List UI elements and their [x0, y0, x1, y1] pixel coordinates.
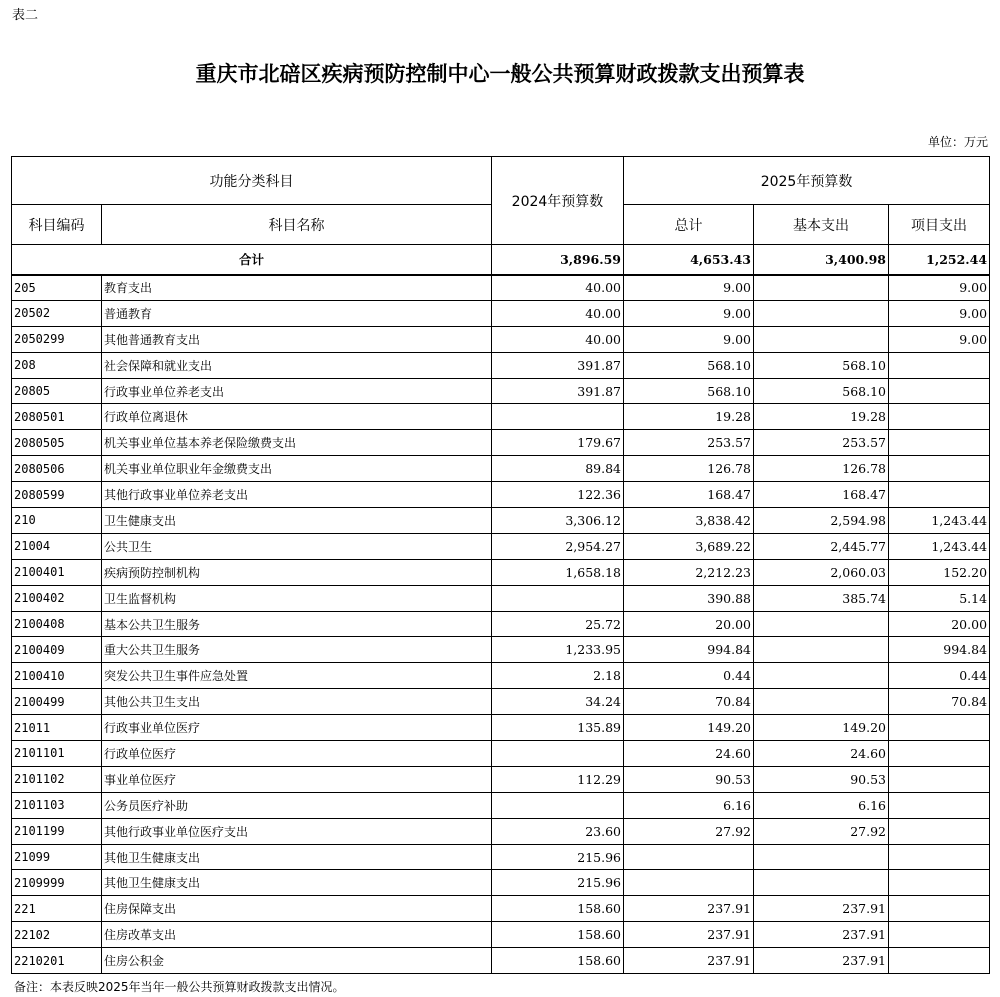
row-budget-2024: 1,658.18: [492, 559, 624, 585]
header-row-top: [12, 157, 990, 205]
table-row: [12, 456, 990, 482]
row-budget-2024: 215.96: [492, 844, 624, 870]
row-budget-2024: [492, 404, 624, 430]
row-code: 2050299: [12, 326, 102, 352]
row-budget-2024: 122.36: [492, 482, 624, 508]
row-total: 6.16: [624, 792, 754, 818]
row-basic: 385.74: [754, 585, 889, 611]
row-total: 253.57: [624, 430, 754, 456]
header-basic: 基本支出: [754, 205, 889, 245]
row-total: 9.00: [624, 300, 754, 326]
row-project: [889, 404, 990, 430]
row-project: [889, 430, 990, 456]
row-code: 205: [12, 275, 102, 301]
header-category-group: 功能分类科目: [12, 157, 492, 205]
table-row: [12, 611, 990, 637]
row-basic: [754, 326, 889, 352]
row-code: 210: [12, 508, 102, 534]
table-row: [12, 585, 990, 611]
header-budget-2025-group: 2025年预算数: [624, 157, 990, 205]
row-name: 机关事业单位职业年金缴费支出: [102, 456, 492, 482]
table-row: [12, 559, 990, 585]
row-total: 390.88: [624, 585, 754, 611]
row-budget-2024: 112.29: [492, 766, 624, 792]
row-name: 行政事业单位医疗: [102, 715, 492, 741]
row-name: 卫生健康支出: [102, 508, 492, 534]
row-basic: 126.78: [754, 456, 889, 482]
row-budget-2024: 40.00: [492, 326, 624, 352]
row-budget-2024: [492, 792, 624, 818]
row-code: 2100402: [12, 585, 102, 611]
table-row: [12, 870, 990, 896]
row-project: [889, 482, 990, 508]
row-project: [889, 352, 990, 378]
row-name: 行政单位离退休: [102, 404, 492, 430]
row-name: 其他普通教育支出: [102, 326, 492, 352]
row-code: 2101102: [12, 766, 102, 792]
row-project: [889, 792, 990, 818]
row-project: [889, 948, 990, 974]
row-basic: 2,445.77: [754, 533, 889, 559]
table-row: [12, 766, 990, 792]
total-label: 合计: [12, 245, 492, 275]
row-code: 2100401: [12, 559, 102, 585]
row-budget-2024: 1,233.95: [492, 637, 624, 663]
row-total: 568.10: [624, 378, 754, 404]
row-total: 20.00: [624, 611, 754, 637]
table-row: [12, 404, 990, 430]
total-basic: 3,400.98: [754, 245, 889, 275]
row-code: 2080506: [12, 456, 102, 482]
row-code: 2101103: [12, 792, 102, 818]
row-name: 机关事业单位基本养老保险缴费支出: [102, 430, 492, 456]
total-project: 1,252.44: [889, 245, 990, 275]
table-row: [12, 948, 990, 974]
table-row: [12, 741, 990, 767]
row-name: 突发公共卫生事件应急处置: [102, 663, 492, 689]
row-name: 基本公共卫生服务: [102, 611, 492, 637]
row-total: 3,689.22: [624, 533, 754, 559]
row-basic: [754, 611, 889, 637]
table-row: [12, 326, 990, 352]
row-basic: 237.91: [754, 922, 889, 948]
row-project: [889, 378, 990, 404]
row-basic: 2,594.98: [754, 508, 889, 534]
table-row: [12, 533, 990, 559]
row-total: 19.28: [624, 404, 754, 430]
row-budget-2024: 2.18: [492, 663, 624, 689]
row-name: 卫生监督机构: [102, 585, 492, 611]
row-code: 221: [12, 896, 102, 922]
row-project: 0.44: [889, 663, 990, 689]
page-title: 重庆市北碚区疾病预防控制中心一般公共预算财政拨款支出预算表: [195, 62, 805, 86]
row-basic: [754, 275, 889, 301]
row-budget-2024: 40.00: [492, 275, 624, 301]
row-project: 9.00: [889, 326, 990, 352]
table-row: [12, 300, 990, 326]
table-row: [12, 275, 990, 301]
row-project: 994.84: [889, 637, 990, 663]
total-budget-2024: 3,896.59: [492, 245, 624, 275]
row-total: 9.00: [624, 326, 754, 352]
row-basic: 19.28: [754, 404, 889, 430]
table-row: [12, 378, 990, 404]
row-name: 行政单位医疗: [102, 741, 492, 767]
row-basic: 568.10: [754, 352, 889, 378]
row-budget-2024: [492, 741, 624, 767]
header-total: 总计: [624, 205, 754, 245]
table-row: [12, 818, 990, 844]
row-code: 22102: [12, 922, 102, 948]
row-project: [889, 844, 990, 870]
row-basic: 568.10: [754, 378, 889, 404]
row-name: 其他卫生健康支出: [102, 844, 492, 870]
row-total: 237.91: [624, 896, 754, 922]
header-project: 项目支出: [889, 205, 990, 245]
unit-label: 单位：万元: [927, 135, 988, 149]
row-project: 9.00: [889, 300, 990, 326]
row-basic: [754, 300, 889, 326]
row-total: 168.47: [624, 482, 754, 508]
row-code: 2109999: [12, 870, 102, 896]
row-budget-2024: 23.60: [492, 818, 624, 844]
row-basic: [754, 637, 889, 663]
total-total: 4,653.43: [624, 245, 754, 275]
row-project: 152.20: [889, 559, 990, 585]
row-total: 9.00: [624, 275, 754, 301]
row-code: 20502: [12, 300, 102, 326]
row-basic: 6.16: [754, 792, 889, 818]
row-basic: 149.20: [754, 715, 889, 741]
table-row: [12, 508, 990, 534]
row-name: 行政事业单位养老支出: [102, 378, 492, 404]
row-budget-2024: 89.84: [492, 456, 624, 482]
row-basic: 2,060.03: [754, 559, 889, 585]
row-name: 其他行政事业单位医疗支出: [102, 818, 492, 844]
row-code: 2100408: [12, 611, 102, 637]
total-row: [12, 245, 990, 275]
row-basic: 237.91: [754, 896, 889, 922]
row-basic: 90.53: [754, 766, 889, 792]
table-row: [12, 844, 990, 870]
table-row: [12, 352, 990, 378]
row-budget-2024: 158.60: [492, 948, 624, 974]
table-row: [12, 792, 990, 818]
row-total: 149.20: [624, 715, 754, 741]
row-budget-2024: 25.72: [492, 611, 624, 637]
row-code: 21004: [12, 533, 102, 559]
row-project: 20.00: [889, 611, 990, 637]
row-code: 2210201: [12, 948, 102, 974]
row-code: 2100409: [12, 637, 102, 663]
header-budget-2024: 2024年预算数: [492, 157, 624, 245]
row-project: [889, 766, 990, 792]
row-name: 住房改革支出: [102, 922, 492, 948]
row-code: 20805: [12, 378, 102, 404]
row-total: 994.84: [624, 637, 754, 663]
row-total: 3,838.42: [624, 508, 754, 534]
row-total: 27.92: [624, 818, 754, 844]
row-total: [624, 870, 754, 896]
row-basic: 27.92: [754, 818, 889, 844]
row-name: 其他卫生健康支出: [102, 870, 492, 896]
row-code: 2101101: [12, 741, 102, 767]
row-code: 2100499: [12, 689, 102, 715]
row-basic: 253.57: [754, 430, 889, 456]
budget-table: [11, 156, 990, 974]
table-row: [12, 430, 990, 456]
row-name: 公务员医疗补助: [102, 792, 492, 818]
row-budget-2024: [492, 585, 624, 611]
row-total: 70.84: [624, 689, 754, 715]
row-total: [624, 844, 754, 870]
row-budget-2024: 179.67: [492, 430, 624, 456]
row-budget-2024: 158.60: [492, 922, 624, 948]
row-total: 237.91: [624, 922, 754, 948]
row-name: 住房保障支出: [102, 896, 492, 922]
row-project: [889, 741, 990, 767]
table-row: [12, 922, 990, 948]
row-basic: [754, 689, 889, 715]
row-code: 208: [12, 352, 102, 378]
row-budget-2024: 135.89: [492, 715, 624, 741]
row-code: 2101199: [12, 818, 102, 844]
row-total: 2,212.23: [624, 559, 754, 585]
table-row: [12, 637, 990, 663]
row-project: 9.00: [889, 275, 990, 301]
row-budget-2024: 34.24: [492, 689, 624, 715]
row-code: 2080505: [12, 430, 102, 456]
table-row: [12, 715, 990, 741]
table-row: [12, 896, 990, 922]
row-basic: 24.60: [754, 741, 889, 767]
row-name: 重大公共卫生服务: [102, 637, 492, 663]
row-basic: [754, 663, 889, 689]
footnote: 备注：本表反映2025年当年一般公共预算财政拨款支出情况。: [14, 980, 345, 994]
row-name: 教育支出: [102, 275, 492, 301]
row-basic: [754, 844, 889, 870]
row-basic: [754, 870, 889, 896]
row-code: 2100410: [12, 663, 102, 689]
row-project: [889, 715, 990, 741]
row-total: 568.10: [624, 352, 754, 378]
row-basic: 237.91: [754, 948, 889, 974]
row-project: 1,243.44: [889, 508, 990, 534]
row-code: 2080599: [12, 482, 102, 508]
row-project: [889, 870, 990, 896]
table-row: [12, 482, 990, 508]
row-total: 0.44: [624, 663, 754, 689]
row-project: 5.14: [889, 585, 990, 611]
header-name: 科目名称: [102, 205, 492, 245]
row-budget-2024: 391.87: [492, 352, 624, 378]
row-budget-2024: 40.00: [492, 300, 624, 326]
row-name: 事业单位医疗: [102, 766, 492, 792]
row-name: 其他行政事业单位养老支出: [102, 482, 492, 508]
row-name: 公共卫生: [102, 533, 492, 559]
row-total: 90.53: [624, 766, 754, 792]
row-project: 1,243.44: [889, 533, 990, 559]
row-total: 24.60: [624, 741, 754, 767]
row-project: [889, 818, 990, 844]
row-name: 其他公共卫生支出: [102, 689, 492, 715]
row-project: 70.84: [889, 689, 990, 715]
row-name: 疾病预防控制机构: [102, 559, 492, 585]
row-budget-2024: 158.60: [492, 896, 624, 922]
row-budget-2024: 2,954.27: [492, 533, 624, 559]
row-project: [889, 922, 990, 948]
row-total: 237.91: [624, 948, 754, 974]
row-budget-2024: 391.87: [492, 378, 624, 404]
header-code: 科目编码: [12, 205, 102, 245]
row-project: [889, 896, 990, 922]
row-code: 2080501: [12, 404, 102, 430]
row-code: 21099: [12, 844, 102, 870]
row-basic: 168.47: [754, 482, 889, 508]
row-name: 普通教育: [102, 300, 492, 326]
table-label: 表二: [12, 8, 39, 23]
row-total: 126.78: [624, 456, 754, 482]
row-project: [889, 456, 990, 482]
row-name: 住房公积金: [102, 948, 492, 974]
table-row: [12, 689, 990, 715]
row-budget-2024: 3,306.12: [492, 508, 624, 534]
row-budget-2024: 215.96: [492, 870, 624, 896]
row-name: 社会保障和就业支出: [102, 352, 492, 378]
table-row: [12, 663, 990, 689]
row-code: 21011: [12, 715, 102, 741]
